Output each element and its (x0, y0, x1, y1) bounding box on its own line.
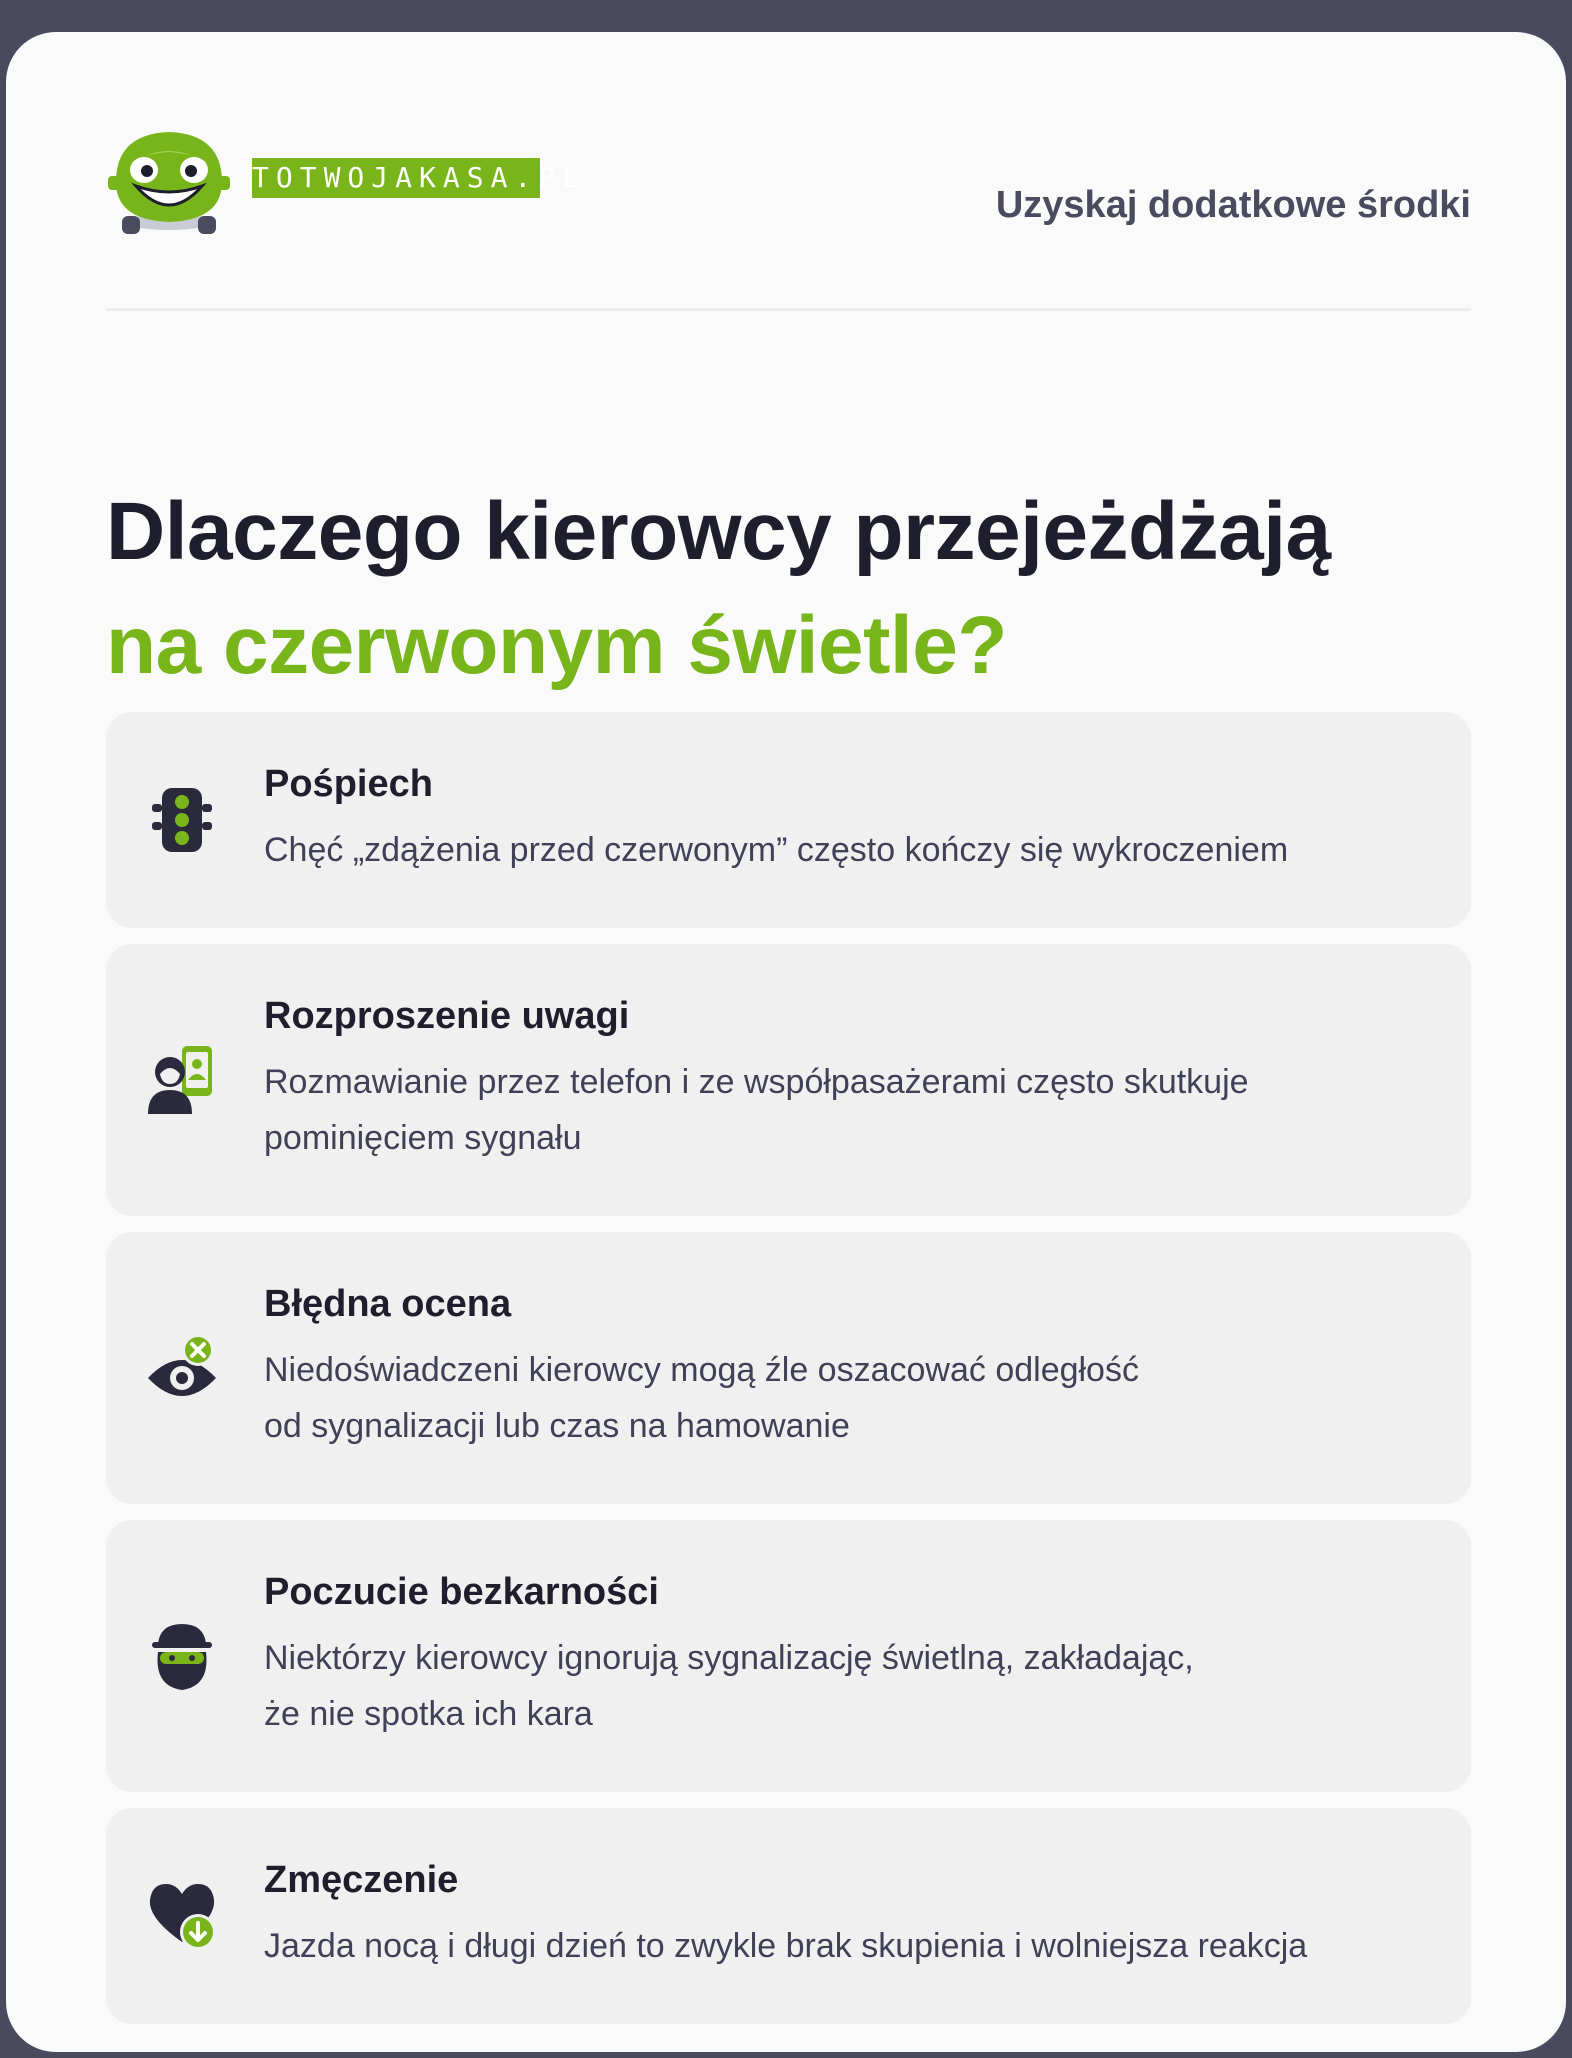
reason-card-impunity (106, 1520, 1471, 1792)
reason-title: Zmęczenie (264, 1859, 459, 1901)
traffic-light-icon (146, 784, 218, 856)
header-divider (106, 308, 1471, 311)
reason-text: Rozmawianie przez telefon i ze współpasażerami często skutkuje pominięciem sygnału (264, 1063, 1249, 1157)
get-funds-link[interactable]: Uzyskaj dodatkowe środki (995, 184, 1471, 226)
reasons-list (106, 712, 1471, 2040)
eye-error-icon (146, 1332, 218, 1404)
page-title-line2: na czerwonym świetle? (106, 599, 1007, 691)
card-frame (6, 32, 1566, 2052)
heart-down-icon (146, 1880, 218, 1952)
reason-text: Niektórzy kierowcy ignorują sygnalizację świetlną, zakładając, że nie spotka ich kara (264, 1639, 1194, 1733)
reason-text: Jazda nocą i długi dzień to zwykle brak skupienia i wolniejsza reakcja (264, 1927, 1308, 1965)
site-header (106, 124, 1471, 274)
reason-title: Błędna ocena (264, 1283, 512, 1325)
car-mascot-logo-icon[interactable] (106, 124, 232, 236)
reason-title: Rozproszenie uwagi (264, 995, 630, 1037)
reason-card-rush (106, 712, 1471, 928)
brand-logo-text[interactable]: TOTWOJAKASA.PL (252, 158, 540, 198)
reason-title: Poczucie bezkarności (264, 1571, 659, 1613)
person-phone-icon (146, 1044, 218, 1116)
reason-card-misjudgment (106, 1232, 1471, 1504)
reason-text: Chęć „zdążenia przed czerwonym” często kończy się wykroczeniem (264, 831, 1289, 869)
reason-text: Niedoświadczeni kierowcy mogą źle oszacować odległość od sygnalizacji lub czas na hamowanie (264, 1351, 1139, 1445)
page-title-line1: Dlaczego kierowcy przejeżdżają (106, 485, 1331, 577)
masked-robber-icon (146, 1620, 218, 1692)
reason-card-distraction (106, 944, 1471, 1216)
reason-card-fatigue (106, 1808, 1471, 2024)
reason-title: Pośpiech (264, 763, 433, 805)
page-title (106, 475, 1486, 703)
